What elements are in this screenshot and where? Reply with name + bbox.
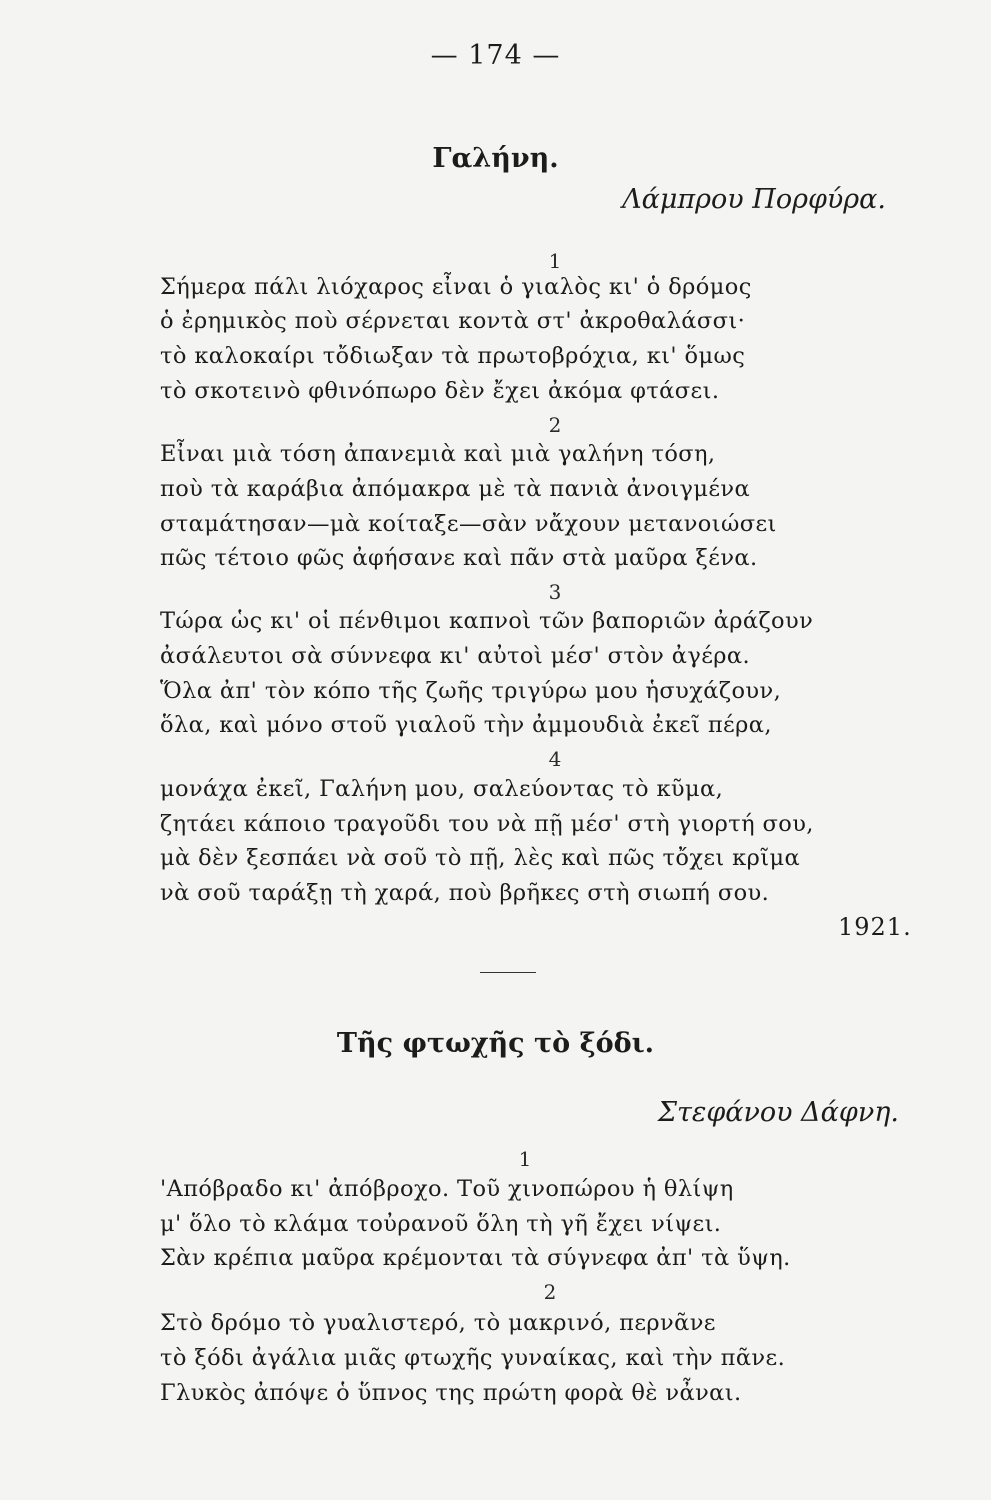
verse-line: μονάχα ἐκεῖ, Γαλήνη μου, σαλεύοντας τὸ κῦμα, xyxy=(160,776,724,802)
stanza-number: 4 xyxy=(548,747,562,771)
verse-line: Γλυκὸς ἀπόψε ὁ ὕπνος της πρώτη φορὰ θὲ νἆναι. xyxy=(160,1380,742,1406)
verse-line: σταμάτησαν—μὰ κοίταξε—σὰν νἄχουν μετανοιώσει xyxy=(160,511,777,537)
verse-line: Σήμερα πάλι λιόχαρος εἶναι ὁ γιαλὸς κι' ὁ δρόμος xyxy=(160,274,752,300)
stanza-number: 3 xyxy=(548,580,562,604)
poem-author: Στεφάνου Δάφνη. xyxy=(657,1097,899,1128)
verse-line: ποὺ τὰ καράβια ἀπόμακρα μὲ τὰ πανιὰ ἀνοιγμένα xyxy=(160,476,751,502)
verse-line: ὁ ἐρημικὸς ποὺ σέρνεται κοντὰ στ' ἀκροθαλάσσι· xyxy=(160,308,746,334)
stanza-number: 2 xyxy=(548,413,562,437)
verse-line: πῶς τέτοιο φῶς ἀφήσανε καὶ πᾶν στὰ μαῦρα ξένα. xyxy=(160,545,758,571)
verse-line: Τώρα ὡς κι' οἱ πένθιμοι καπνοὶ τῶν βαποριῶν ἀράζουν xyxy=(160,608,814,634)
stanza-number: 1 xyxy=(548,249,562,273)
verse-line: Ὅλα ἀπ' τὸν κόπο τῆς ζωῆς τριγύρω μου ἡσυχάζουν, xyxy=(160,678,782,704)
poem-title: Τῆς φτωχῆς τὸ ξόδι. xyxy=(336,1028,655,1059)
verse-line: μ' ὅλο τὸ κλάμα τοὐρανοῦ ὅλη τὴ γῆ ἔχει νίψει. xyxy=(160,1211,722,1237)
verse-line: Εἶναι μιὰ τόση ἀπανεμιὰ καὶ μιὰ γαλήνη τόση, xyxy=(160,441,716,467)
verse-line: 'Απόβραδο κι' ἀπόβροχο. Τοῦ χινοπώρου ἡ θλίψη xyxy=(160,1176,734,1202)
stanza-number: 1 xyxy=(518,1147,532,1171)
verse-line: νὰ σοῦ ταράξῃ τὴ χαρά, ποὺ βρῆκες στὴ σιωπή σου. xyxy=(160,880,770,906)
verse-line: Σὰν κρέπια μαῦρα κρέμονται τὰ σύγνεφα ἀπ' τὰ ὕψη. xyxy=(160,1245,791,1271)
section-divider xyxy=(480,972,536,973)
verse-line: τὸ καλοκαίρι τὄδιωξαν τὰ πρωτοβρόχια, κι' ὅμως xyxy=(160,343,746,369)
poem-title: Γαλήνη. xyxy=(432,143,559,174)
verse-line: ζητάει κάποιο τραγοῦδι του νὰ πῇ μέσ' στὴ γιορτή σου, xyxy=(160,811,814,837)
verse-line: τὸ σκοτεινὸ φθινόπωρο δὲν ἔχει ἀκόμα φτάσει. xyxy=(160,378,720,404)
page-number: — 174 — xyxy=(430,40,561,71)
stanza-number: 2 xyxy=(543,1280,557,1304)
verse-line: Στὸ δρόμο τὸ γυαλιστερό, τὸ μακρινό, περνᾶνε xyxy=(160,1310,716,1336)
verse-line: ὅλα, καὶ μόνο στοῦ γιαλοῦ τὴν ἀμμουδιὰ ἐκεῖ πέρα, xyxy=(160,712,772,738)
verse-line: μὰ δὲν ξεσπάει νὰ σοῦ τὸ πῇ, λὲς καὶ πῶς τὄχει κρῖμα xyxy=(160,845,801,871)
verse-line: τὸ ξόδι ἀγάλια μιᾶς φτωχῆς γυναίκας, καὶ τὴν πᾶνε. xyxy=(160,1345,786,1371)
verse-line: ἀσάλευτοι σὰ σύννεφα κι' αὐτοὶ μέσ' στὸν ἀγέρα. xyxy=(160,643,751,669)
poem-author: Λάμπρου Πορφύρα. xyxy=(622,184,886,215)
poem-date: 1921. xyxy=(838,913,912,941)
